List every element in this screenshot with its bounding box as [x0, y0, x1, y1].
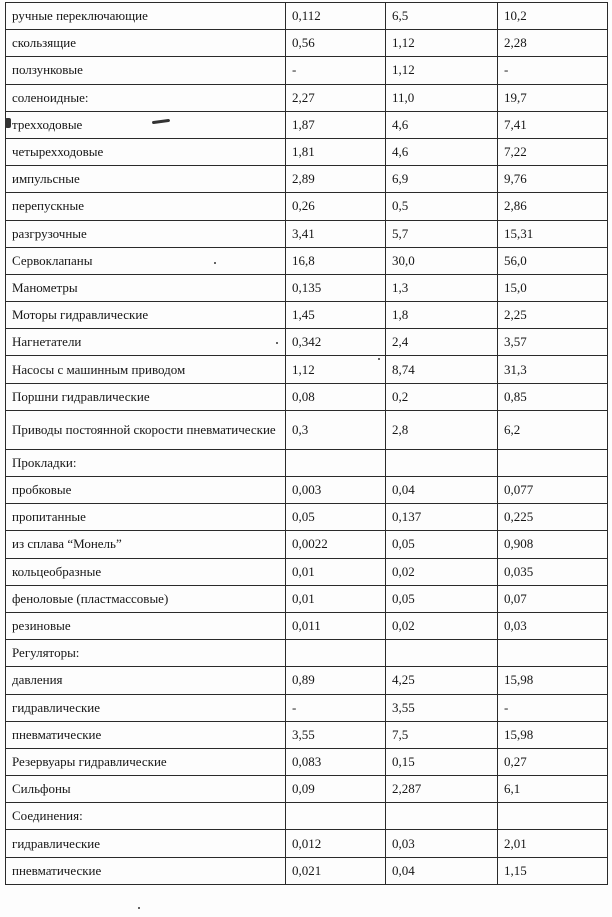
failure-rate-table	[5, 2, 608, 885]
value-cell-2	[386, 640, 498, 667]
value-cell-3: 0,225	[498, 504, 608, 531]
table-row	[6, 585, 608, 612]
value-cell-2: 7,5	[386, 721, 498, 748]
value-cell-1	[286, 640, 386, 667]
scan-dot	[276, 342, 278, 344]
value-cell-2: 6,9	[386, 166, 498, 193]
value-cell-2: 1,3	[386, 274, 498, 301]
table-row	[6, 247, 608, 274]
value-cell-3: 2,86	[498, 193, 608, 220]
value-cell-2: 2,4	[386, 329, 498, 356]
value-cell-1: 3,55	[286, 721, 386, 748]
value-cell-2	[386, 803, 498, 830]
item-name-cell: Приводы постоянной скорости пневматические	[6, 410, 286, 449]
value-cell-3: 0,85	[498, 383, 608, 410]
value-cell-2: 6,5	[386, 3, 498, 30]
value-cell-2: 0,04	[386, 477, 498, 504]
item-name-cell: разгрузочные	[6, 220, 286, 247]
value-cell-1: -	[286, 57, 386, 84]
value-cell-2: 0,02	[386, 558, 498, 585]
value-cell-3: 19,7	[498, 84, 608, 111]
table-row	[6, 504, 608, 531]
value-cell-3: 56,0	[498, 247, 608, 274]
value-cell-2: 1,12	[386, 57, 498, 84]
value-cell-1: 0,05	[286, 504, 386, 531]
value-cell-1: 1,81	[286, 138, 386, 165]
scan-dot	[138, 907, 140, 909]
scan-mark	[5, 118, 11, 128]
value-cell-1: 0,01	[286, 558, 386, 585]
item-name-cell: пневматические	[6, 721, 286, 748]
value-cell-2: 1,8	[386, 302, 498, 329]
value-cell-2: 4,25	[386, 667, 498, 694]
item-name-cell: Регуляторы:	[6, 640, 286, 667]
value-cell-2: 1,12	[386, 30, 498, 57]
table-row	[6, 640, 608, 667]
table-row	[6, 166, 608, 193]
value-cell-2: 4,6	[386, 111, 498, 138]
value-cell-3: 7,22	[498, 138, 608, 165]
value-cell-1	[286, 449, 386, 476]
item-name-cell: пневматические	[6, 857, 286, 884]
value-cell-2: 0,2	[386, 383, 498, 410]
value-cell-1: 2,27	[286, 84, 386, 111]
value-cell-2: 0,02	[386, 612, 498, 639]
item-name-cell: Сильфоны	[6, 776, 286, 803]
value-cell-3: 6,1	[498, 776, 608, 803]
item-name-cell: Манометры	[6, 274, 286, 301]
item-name-cell: Прокладки:	[6, 449, 286, 476]
item-name-cell: Насосы с машинным приводом	[6, 356, 286, 383]
scan-dot	[378, 358, 380, 360]
value-cell-2: 3,55	[386, 694, 498, 721]
value-cell-3: 31,3	[498, 356, 608, 383]
value-cell-2: 30,0	[386, 247, 498, 274]
value-cell-3: -	[498, 57, 608, 84]
value-cell-3	[498, 449, 608, 476]
item-name-cell: кольцеобразные	[6, 558, 286, 585]
table-row	[6, 138, 608, 165]
value-cell-3: 15,98	[498, 721, 608, 748]
value-cell-3: 7,41	[498, 111, 608, 138]
value-cell-1: 3,41	[286, 220, 386, 247]
item-name-cell: импульсные	[6, 166, 286, 193]
value-cell-1: 0,26	[286, 193, 386, 220]
table-row	[6, 776, 608, 803]
item-name-cell: перепускные	[6, 193, 286, 220]
value-cell-1: 1,87	[286, 111, 386, 138]
value-cell-2: 2,287	[386, 776, 498, 803]
value-cell-2: 11,0	[386, 84, 498, 111]
item-name-cell: гидравлические	[6, 694, 286, 721]
table-row	[6, 84, 608, 111]
table-row	[6, 558, 608, 585]
value-cell-2: 0,137	[386, 504, 498, 531]
value-cell-1: 16,8	[286, 247, 386, 274]
value-cell-3: 0,07	[498, 585, 608, 612]
table-row	[6, 57, 608, 84]
value-cell-2: 0,05	[386, 585, 498, 612]
item-name-cell: резиновые	[6, 612, 286, 639]
item-name-cell: гидравлические	[6, 830, 286, 857]
table-row	[6, 857, 608, 884]
item-name-cell: давления	[6, 667, 286, 694]
value-cell-3: 15,31	[498, 220, 608, 247]
value-cell-3: 0,077	[498, 477, 608, 504]
value-cell-1: 0,112	[286, 3, 386, 30]
value-cell-2: 0,03	[386, 830, 498, 857]
value-cell-3	[498, 803, 608, 830]
value-cell-1: 0,135	[286, 274, 386, 301]
item-name-cell: Моторы гидравлические	[6, 302, 286, 329]
table-row	[6, 612, 608, 639]
value-cell-1: 0,083	[286, 748, 386, 775]
value-cell-3: 0,035	[498, 558, 608, 585]
value-cell-3: 0,03	[498, 612, 608, 639]
value-cell-3: 2,25	[498, 302, 608, 329]
value-cell-1	[286, 803, 386, 830]
table-row	[6, 748, 608, 775]
value-cell-1: 1,45	[286, 302, 386, 329]
value-cell-3: 2,28	[498, 30, 608, 57]
table-row	[6, 193, 608, 220]
table-row	[6, 302, 608, 329]
value-cell-3: 10,2	[498, 3, 608, 30]
item-name-cell: пропитанные	[6, 504, 286, 531]
table-row	[6, 356, 608, 383]
table-row	[6, 383, 608, 410]
value-cell-3: 3,57	[498, 329, 608, 356]
value-cell-3: 15,98	[498, 667, 608, 694]
table-row	[6, 274, 608, 301]
value-cell-2: 4,6	[386, 138, 498, 165]
value-cell-1: 0,09	[286, 776, 386, 803]
value-cell-1: 0,021	[286, 857, 386, 884]
item-name-cell: ручные переключающие	[6, 3, 286, 30]
item-name-cell: из сплава “Монель”	[6, 531, 286, 558]
table-row	[6, 830, 608, 857]
value-cell-1: 0,08	[286, 383, 386, 410]
table-row	[6, 449, 608, 476]
value-cell-1: 0,0022	[286, 531, 386, 558]
item-name-cell: скользящие	[6, 30, 286, 57]
value-cell-3: 0,908	[498, 531, 608, 558]
value-cell-2: 0,15	[386, 748, 498, 775]
value-cell-3: 1,15	[498, 857, 608, 884]
table-row	[6, 329, 608, 356]
value-cell-3: 2,01	[498, 830, 608, 857]
table-body	[6, 3, 608, 885]
value-cell-1: 0,3	[286, 410, 386, 449]
value-cell-1: 0,342	[286, 329, 386, 356]
item-name-cell: Поршни гидравлические	[6, 383, 286, 410]
value-cell-1: 0,01	[286, 585, 386, 612]
value-cell-1: 0,89	[286, 667, 386, 694]
value-cell-1: 0,56	[286, 30, 386, 57]
value-cell-1: 2,89	[286, 166, 386, 193]
value-cell-3: -	[498, 694, 608, 721]
item-name-cell: четырехходовые	[6, 138, 286, 165]
value-cell-2: 0,5	[386, 193, 498, 220]
table-row	[6, 721, 608, 748]
table-row	[6, 30, 608, 57]
table-row	[6, 667, 608, 694]
table-row	[6, 3, 608, 30]
value-cell-2: 0,05	[386, 531, 498, 558]
table-row	[6, 694, 608, 721]
value-cell-1: -	[286, 694, 386, 721]
item-name-cell: Нагнетатели	[6, 329, 286, 356]
item-name-cell: соленоидные:	[6, 84, 286, 111]
value-cell-2: 5,7	[386, 220, 498, 247]
value-cell-3: 0,27	[498, 748, 608, 775]
scan-dot	[214, 262, 216, 264]
value-cell-2: 0,04	[386, 857, 498, 884]
item-name-cell: Резервуары гидравлические	[6, 748, 286, 775]
value-cell-3: 9,76	[498, 166, 608, 193]
value-cell-2	[386, 449, 498, 476]
value-cell-2: 2,8	[386, 410, 498, 449]
table-row	[6, 803, 608, 830]
table-row	[6, 111, 608, 138]
item-name-cell: Соединения:	[6, 803, 286, 830]
value-cell-1: 1,12	[286, 356, 386, 383]
value-cell-1: 0,012	[286, 830, 386, 857]
item-name-cell: Сервоклапаны	[6, 247, 286, 274]
value-cell-3	[498, 640, 608, 667]
value-cell-3: 15,0	[498, 274, 608, 301]
item-name-cell: ползунковые	[6, 57, 286, 84]
value-cell-3: 6,2	[498, 410, 608, 449]
value-cell-2: 8,74	[386, 356, 498, 383]
table-row	[6, 220, 608, 247]
value-cell-1: 0,011	[286, 612, 386, 639]
table-row	[6, 410, 608, 449]
table-row	[6, 531, 608, 558]
item-name-cell: феноловые (пластмассовые)	[6, 585, 286, 612]
table-row	[6, 477, 608, 504]
item-name-cell: пробковые	[6, 477, 286, 504]
item-name-cell: трехходовые	[6, 111, 286, 138]
value-cell-1: 0,003	[286, 477, 386, 504]
